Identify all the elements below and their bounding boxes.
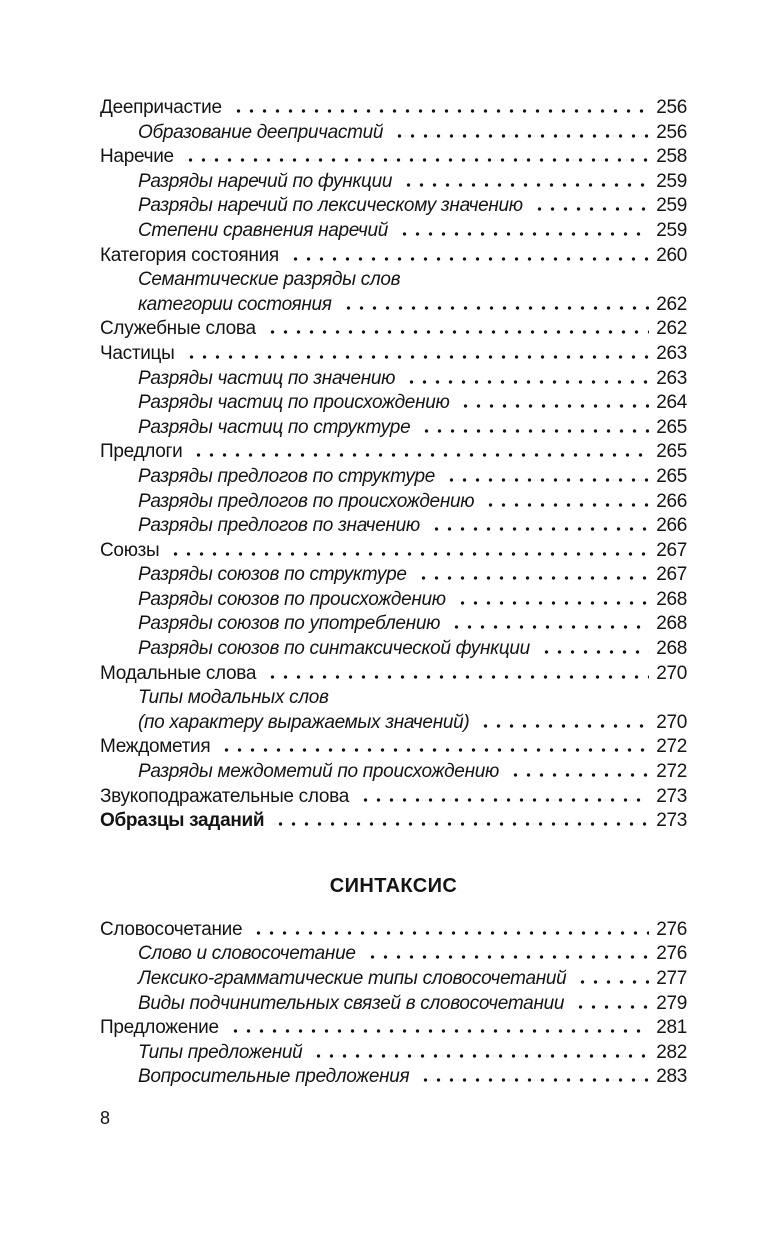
toc-entry xyxy=(100,942,687,967)
dot-leader xyxy=(249,931,649,935)
toc-entry-page: 263 xyxy=(656,342,687,364)
toc-entry-page: 276 xyxy=(656,943,687,965)
toc-entry-page: 273 xyxy=(656,785,687,807)
toc-entry-label: Модальные слова xyxy=(100,662,257,684)
toc-entry-label: Слово и словосочетание xyxy=(138,943,356,965)
toc-entry xyxy=(100,514,687,539)
toc-entry xyxy=(100,96,687,121)
toc-entry-label: Деепричастие xyxy=(100,97,222,118)
toc-entry-page: 283 xyxy=(656,1066,687,1088)
toc-entry-label: Разряды наречий по функции xyxy=(138,170,393,192)
dot-leader xyxy=(271,822,649,826)
toc-entry-page: 266 xyxy=(656,515,687,537)
dot-leader xyxy=(453,601,649,605)
toc-entry-page: 263 xyxy=(656,367,687,389)
toc-entry-page: 259 xyxy=(656,219,687,241)
toc-entry-label: Категория состояния xyxy=(100,244,279,266)
toc-entry-page: 267 xyxy=(656,539,687,561)
toc-entry-label: Степени сравнения наречий xyxy=(138,219,389,241)
toc-entry-page: 266 xyxy=(656,490,687,512)
toc-entry xyxy=(100,145,687,170)
toc-entry-label: Разряды союзов по синтаксической функции xyxy=(138,638,530,660)
toc-entry-page: 268 xyxy=(656,638,687,660)
toc-entry-page: 259 xyxy=(656,195,687,217)
toc-entry-page: 272 xyxy=(656,736,687,758)
dot-leader xyxy=(182,355,650,359)
dot-leader xyxy=(217,748,649,752)
toc-entry-label: Частицы xyxy=(100,342,175,364)
toc-entry-label: Виды подчинительных связей в словосочетании xyxy=(138,992,565,1014)
dot-leader xyxy=(447,625,649,629)
toc-entry xyxy=(100,967,687,992)
toc-entry-page: 268 xyxy=(656,588,687,610)
toc-entry-label: (по характеру выражаемых значений) xyxy=(138,711,470,733)
toc-entry-label: Предлоги xyxy=(100,441,183,463)
toc-entry-label: Разряды частиц по происхождению xyxy=(138,392,450,414)
toc-entry-label: Типы модальных слов xyxy=(138,687,329,709)
toc-entry-page: 265 xyxy=(656,465,687,487)
toc-entry-page: 265 xyxy=(656,441,687,463)
dot-leader xyxy=(416,1078,649,1082)
toc-entry-label: Звукоподражательные слова xyxy=(100,785,349,807)
dot-leader xyxy=(336,699,680,703)
toc-entry xyxy=(100,1041,687,1066)
toc-entry xyxy=(100,711,687,736)
dot-leader xyxy=(537,650,649,654)
toc-entry-label: Типы предложений xyxy=(138,1041,303,1063)
toc-entry-label: Союзы xyxy=(100,539,160,561)
toc-entry-page: 267 xyxy=(656,564,687,586)
dot-leader xyxy=(506,773,649,777)
toc-entry-label: Разряды союзов по употреблению xyxy=(138,613,441,635)
toc-entry-page: 277 xyxy=(656,968,687,989)
dot-leader xyxy=(395,232,649,236)
toc-entry-label: Разряды частиц по структуре xyxy=(138,416,411,438)
dot-leader xyxy=(309,1054,649,1058)
toc-entry-label: Разряды частиц по значению xyxy=(138,367,396,389)
toc-entry-page: 262 xyxy=(656,293,687,315)
dot-leader xyxy=(339,306,650,310)
toc-entry-page: 260 xyxy=(656,244,687,266)
toc-entry xyxy=(100,735,687,760)
toc-entry-label: Разряды предлогов по структуре xyxy=(138,465,436,487)
toc-entry-page: 276 xyxy=(656,918,687,940)
toc-entry xyxy=(100,342,687,367)
toc-entry-label: Вопросительные предложения xyxy=(138,1066,410,1088)
toc-entry xyxy=(100,465,687,490)
toc-entry xyxy=(100,440,687,465)
dot-leader xyxy=(189,453,649,457)
toc-entry-label: Образование деепричастий xyxy=(138,121,384,143)
toc-entry xyxy=(100,785,687,810)
dot-leader xyxy=(390,134,649,138)
toc-entry-page: 259 xyxy=(656,170,687,192)
toc-entry xyxy=(100,293,687,318)
dot-leader xyxy=(530,207,649,211)
dot-leader xyxy=(399,183,649,187)
toc-entry xyxy=(100,490,687,515)
toc-entry-page: 270 xyxy=(656,711,687,733)
dot-leader xyxy=(407,281,680,285)
toc-entry xyxy=(100,637,687,662)
toc-entry xyxy=(100,317,687,342)
toc-entry-label: Словосочетание xyxy=(100,918,243,940)
toc-entry-label: категории состояния xyxy=(138,293,332,315)
dot-leader xyxy=(226,1029,649,1033)
dot-leader xyxy=(414,576,650,580)
toc-entry xyxy=(100,1016,687,1041)
dot-leader xyxy=(476,724,649,728)
dot-leader xyxy=(286,257,649,261)
toc-entry xyxy=(100,121,687,146)
toc-entry-label: Предложение xyxy=(100,1017,219,1039)
toc-entry xyxy=(100,367,687,392)
toc-entry-page: 279 xyxy=(656,992,687,1014)
toc-entry-label: Разряды междометий по происхождению xyxy=(138,761,499,783)
dot-leader xyxy=(181,158,649,162)
toc-entry-page: 273 xyxy=(656,810,687,832)
toc-entry-label: Образцы заданий xyxy=(100,810,265,832)
toc-entry xyxy=(100,1065,687,1090)
toc-entry-page: 282 xyxy=(656,1041,687,1063)
toc-entry xyxy=(100,170,687,195)
toc-entry-page: 270 xyxy=(656,662,687,684)
toc-entry xyxy=(100,416,687,441)
toc-entry xyxy=(100,686,687,711)
toc-entry-label: Служебные слова xyxy=(100,318,256,340)
toc-entry xyxy=(100,219,687,244)
toc-entry-label: Разряды союзов по происхождению xyxy=(138,588,446,610)
toc-entry-label: Разряды союзов по структуре xyxy=(138,564,407,586)
toc-entry xyxy=(100,662,687,687)
dot-leader xyxy=(363,955,650,959)
page-number: 8 xyxy=(100,1107,110,1128)
toc-entry xyxy=(100,563,687,588)
dot-leader xyxy=(263,330,649,334)
toc-entry-label: Наречие xyxy=(100,146,174,168)
toc-entry-page: 264 xyxy=(656,392,687,414)
dot-leader xyxy=(166,552,649,556)
dot-leader xyxy=(456,404,649,408)
toc-entry-page: 262 xyxy=(656,318,687,340)
dot-leader xyxy=(263,675,649,679)
toc-entry xyxy=(100,992,687,1017)
toc-entry-page: 272 xyxy=(656,761,687,783)
toc-entry xyxy=(100,244,687,269)
toc-entry xyxy=(100,809,687,834)
dot-leader xyxy=(442,478,649,482)
toc-entry-label: Разряды предлогов по значению xyxy=(138,515,420,537)
toc-list-syntax xyxy=(100,918,687,1090)
toc-entry-page: 258 xyxy=(656,146,687,168)
toc-entry-page: 268 xyxy=(656,613,687,635)
dot-leader xyxy=(573,980,649,984)
toc-entry-label: Семантические разряды слов xyxy=(138,269,401,291)
toc-entry-page: 256 xyxy=(656,121,687,143)
toc-entry xyxy=(100,612,687,637)
dot-leader xyxy=(481,503,649,507)
section-heading-syntax: СИНТАКСИС xyxy=(329,874,458,897)
toc-entry xyxy=(100,918,687,943)
dot-leader xyxy=(356,798,649,802)
dot-leader xyxy=(417,429,649,433)
toc-entry xyxy=(100,268,687,293)
toc-list-morphology xyxy=(100,96,687,834)
dot-leader xyxy=(402,380,649,384)
toc-entry-page: 265 xyxy=(656,416,687,438)
dot-leader xyxy=(571,1005,649,1009)
toc-entry-label: Разряды наречий по лексическому значению xyxy=(138,195,523,217)
toc-entry-label: Лексико-грамматические типы словосочетаний xyxy=(138,968,567,989)
toc-entry xyxy=(100,588,687,613)
toc-entry xyxy=(100,194,687,219)
toc-entry-label: Разряды предлогов по происхождению xyxy=(138,490,475,512)
toc-entry-label: Междометия xyxy=(100,736,211,758)
toc-entry-page: 256 xyxy=(656,97,687,118)
toc-entry xyxy=(100,539,687,564)
toc-entry xyxy=(100,760,687,785)
dot-leader xyxy=(229,109,649,113)
dot-leader xyxy=(427,527,649,531)
toc-entry xyxy=(100,391,687,416)
toc-entry-page: 281 xyxy=(656,1017,687,1039)
